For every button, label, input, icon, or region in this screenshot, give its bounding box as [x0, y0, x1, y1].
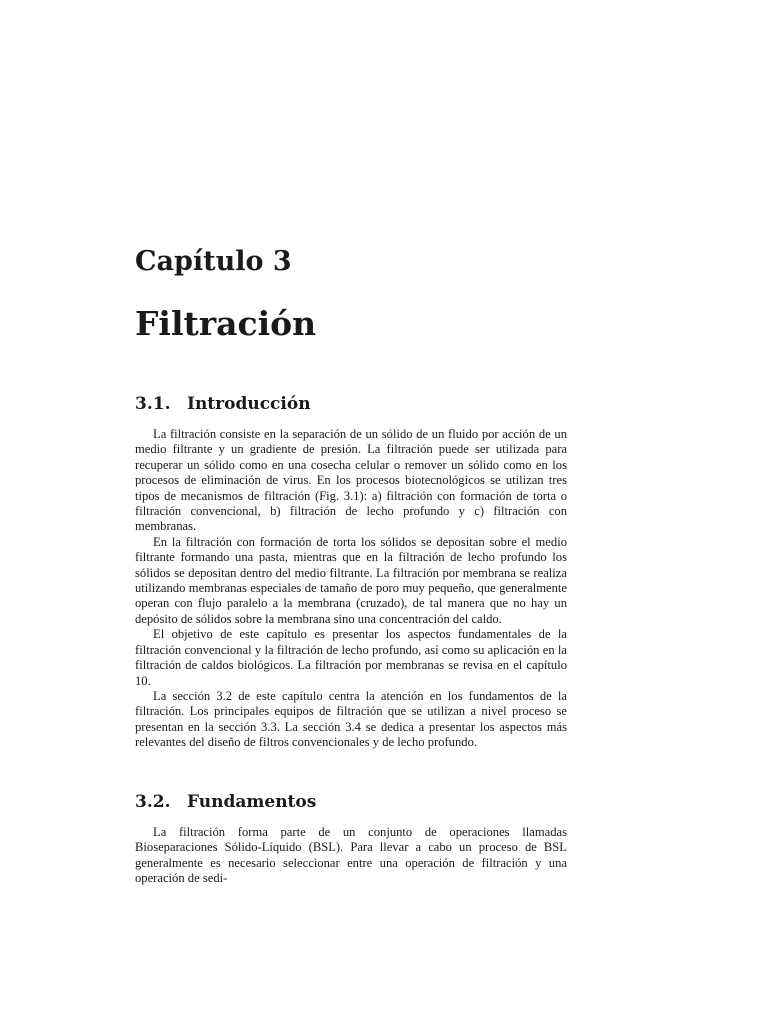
paragraph: En la filtración con formación de torta los sólidos se depositan sobre el medio filtrante formando una pasta, mientras que en la filtración de lecho profundo los sólidos se depositan dentro del medio filtrante. La filtración por membrana se realiza utilizando membranas especiales de tamaño de poro muy pequeño, que generalmente operan con flujo paralelo a la membrana (cruzado), de tal manera que no hay un depósito de sólidos sobre la membrana sino una concentración del caldo.	[135, 534, 567, 626]
section-body-introduccion	[135, 427, 567, 751]
section-title: Introducción	[187, 394, 311, 414]
paragraph: La filtración consiste en la separación de un sólido de un fluido por acción de un medio filtrante y un gradiente de presión. La filtración puede ser utilizada para recuperar un sólido como en una cosecha celular o remover un sólido como en los procesos de eliminación de virus. En los procesos biotecnológicos se utilizan tres tipos de mecanismos de filtración (Fig. 3.1): a) filtración con formación de torta o filtración convencional, b) filtración de lecho profundo y c) filtración con membranas.	[135, 427, 567, 534]
paragraph: La filtración forma parte de un conjunto de operaciones llamadas Bioseparaciones Sólido-Líquido (BSL). Para llevar a cabo un proceso de BSL generalmente es necesario seleccionar entre una operación de filtración y una operación de sedi-	[135, 825, 567, 886]
chapter-label: Capítulo 3	[135, 246, 292, 277]
section-heading-introduccion	[135, 394, 311, 414]
paragraph: El objetivo de este capítulo es presentar los aspectos fundamentales de la filtración convencional y la filtración de lecho profundo, así como su aplicación en la filtración de caldos biológicos. La filtración por membranas se revisa en el capítulo 10.	[135, 627, 567, 688]
paragraph: La sección 3.2 de este capítulo centra la atención en los fundamentos de la filtración. Los principales equipos de filtración que se utilizan a nivel proceso se presentan en la sección 3.3. La sección 3.4 se dedica a presentar los aspectos más relevantes del diseño de filtros convencionales y de lecho profundo.	[135, 688, 567, 750]
section-body-fundamentos	[135, 825, 567, 887]
chapter-title: Filtración	[135, 304, 317, 343]
section-heading-fundamentos	[135, 792, 316, 812]
section-title: Fundamentos	[187, 792, 317, 812]
section-number: 3.1.	[135, 394, 171, 414]
section-number: 3.2.	[135, 792, 171, 812]
